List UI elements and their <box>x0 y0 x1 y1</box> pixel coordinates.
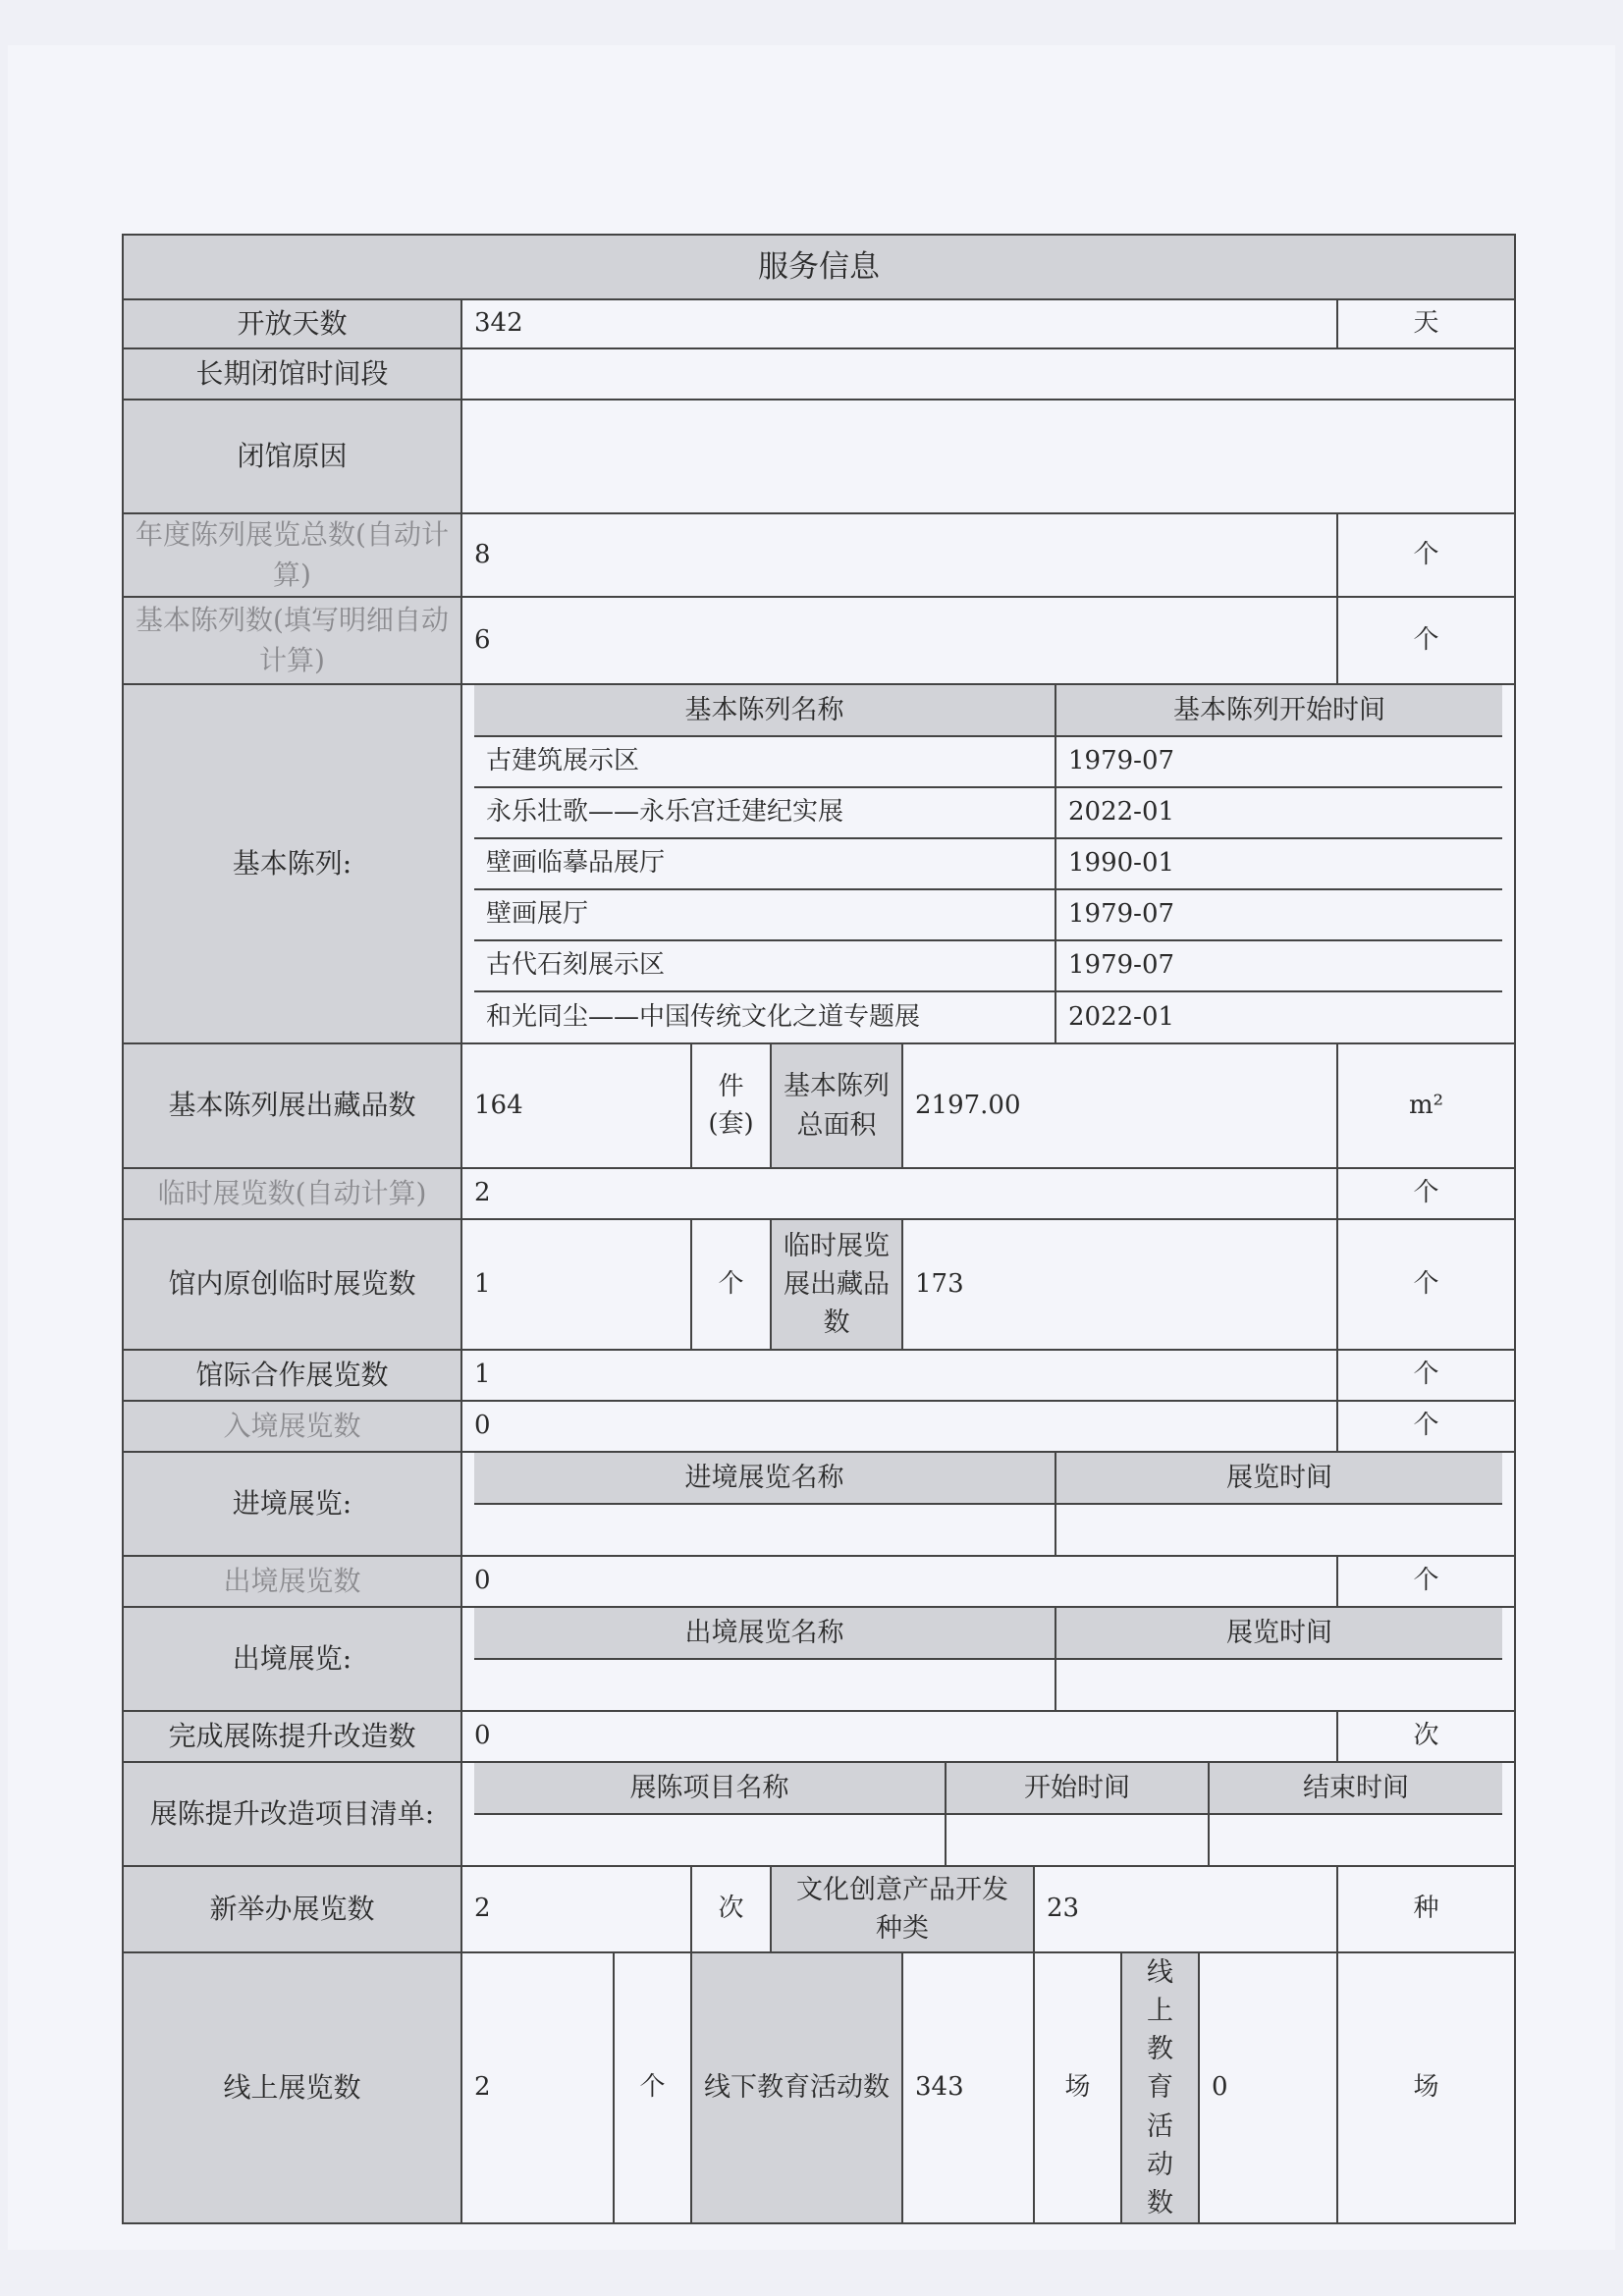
outbound-col-time: 展览时间 <box>1055 1608 1502 1659</box>
online-edu-label: 线上教育活动数 <box>1121 1952 1199 2223</box>
basic-count-unit: 个 <box>1337 597 1515 684</box>
upgrade-count-value: 0 <box>461 1711 1337 1762</box>
basic-count-label: 基本陈列数(填写明细自动计算) <box>123 597 461 684</box>
inbound-empty-time <box>1055 1504 1502 1555</box>
inbound-count-label: 入境展览数 <box>123 1401 461 1452</box>
long-close-period-label: 长期闭馆时间段 <box>123 348 461 400</box>
open-days-label: 开放天数 <box>123 299 461 348</box>
basic-row-name: 古建筑展示区 <box>474 736 1055 787</box>
offline-edu-label: 线下教育活动数 <box>691 1952 902 2223</box>
outbound-empty-time <box>1055 1659 1502 1710</box>
original-temp-unit: 个 <box>691 1219 771 1350</box>
outbound-label: 出境展览: <box>123 1607 461 1711</box>
creative-products-label: 文化创意产品开发种类 <box>771 1866 1034 1952</box>
basic-row-name: 壁画临摹品展厅 <box>474 838 1055 889</box>
basic-items-value: 164 <box>461 1043 691 1168</box>
temp-items-value: 173 <box>902 1219 1337 1350</box>
creative-products-unit: 种 <box>1337 1866 1515 1952</box>
temp-items-unit: 个 <box>1337 1219 1515 1350</box>
outbound-col-name: 出境展览名称 <box>474 1608 1055 1659</box>
inbound-label: 进境展览: <box>123 1452 461 1556</box>
inbound-subtable-cell <box>461 1452 1515 1556</box>
new-exhibit-unit: 次 <box>691 1866 771 1952</box>
temp-count-value: 2 <box>461 1168 1337 1219</box>
inbound-col-time: 展览时间 <box>1055 1453 1502 1504</box>
basic-row-time: 2022-01 <box>1068 1001 1175 1032</box>
creative-products-value: 23 <box>1034 1866 1337 1952</box>
coop-unit: 个 <box>1337 1350 1515 1401</box>
close-reason-value <box>461 400 1515 513</box>
basic-list-subtable <box>474 685 1502 1042</box>
long-close-period-value <box>461 348 1515 400</box>
upgrade-count-label: 完成展陈提升改造数 <box>123 1711 461 1762</box>
temp-items-label: 临时展览展出藏品数 <box>771 1219 902 1350</box>
annual-exhibitions-unit: 个 <box>1337 513 1515 597</box>
annual-exhibitions-label: 年度陈列展览总数(自动计算) <box>123 513 461 597</box>
service-info-table <box>122 234 1516 2224</box>
online-edu-value: 0 <box>1199 1952 1337 2223</box>
upgrade-empty-end <box>1209 1814 1502 1865</box>
basic-list-col-time: 基本陈列开始时间 <box>1055 685 1502 736</box>
inbound-count-value: 0 <box>461 1401 1337 1452</box>
basic-area-label: 基本陈列总面积 <box>771 1043 902 1168</box>
inbound-col-name: 进境展览名称 <box>474 1453 1055 1504</box>
upgrade-subtable-cell <box>461 1762 1515 1866</box>
outbound-count-unit: 个 <box>1337 1556 1515 1607</box>
basic-area-value: 2197.00 <box>902 1043 1337 1168</box>
outbound-count-value: 0 <box>461 1556 1337 1607</box>
basic-row-time: 1979-07 <box>1055 940 1502 991</box>
basic-row-time: 2022-01 <box>1055 787 1502 838</box>
online-exhibit-label: 线上展览数 <box>123 1952 461 2223</box>
basic-row-name: 壁画展厅 <box>474 889 1055 940</box>
basic-items-unit: 件(套) <box>691 1043 771 1168</box>
open-days-value: 342 <box>461 299 1337 348</box>
basic-list-label: 基本陈列: <box>123 684 461 1043</box>
temp-count-unit: 个 <box>1337 1168 1515 1219</box>
open-days-unit: 天 <box>1337 299 1515 348</box>
upgrade-empty-start <box>946 1814 1209 1865</box>
upgrade-col-end: 结束时间 <box>1209 1763 1502 1814</box>
basic-count-value: 6 <box>461 597 1337 684</box>
outbound-count-label: 出境展览数 <box>123 1556 461 1607</box>
upgrade-list-label: 展陈提升改造项目清单: <box>123 1762 461 1866</box>
basic-row-name: 和光同尘——中国传统文化之道专题展 <box>474 991 1055 1042</box>
basic-area-unit: m² <box>1337 1043 1515 1168</box>
online-exhibit-value: 2 <box>461 1952 614 2223</box>
basic-row-name: 永乐壮歌——永乐宫迁建纪实展 <box>474 787 1055 838</box>
section-title: 服务信息 <box>123 235 1515 299</box>
basic-items-label: 基本陈列展出藏品数 <box>123 1043 461 1168</box>
temp-count-label: 临时展览数(自动计算) <box>123 1168 461 1219</box>
close-reason-label: 闭馆原因 <box>123 400 461 513</box>
outbound-subtable-cell <box>461 1607 1515 1711</box>
upgrade-count-unit: 次 <box>1337 1711 1515 1762</box>
basic-list-col-name: 基本陈列名称 <box>474 685 1055 736</box>
annual-exhibitions-value: 8 <box>461 513 1337 597</box>
online-edu-unit: 场 <box>1337 1952 1515 2223</box>
upgrade-empty-name <box>474 1814 946 1865</box>
outbound-subtable <box>474 1608 1502 1710</box>
new-exhibit-value: 2 <box>461 1866 691 1952</box>
original-temp-value: 1 <box>461 1219 691 1350</box>
basic-row-name: 古代石刻展示区 <box>474 940 1055 991</box>
coop-value: 1 <box>461 1350 1337 1401</box>
inbound-count-unit: 个 <box>1337 1401 1515 1452</box>
upgrade-subtable <box>474 1763 1502 1865</box>
coop-label: 馆际合作展览数 <box>123 1350 461 1401</box>
basic-list-subtable-cell <box>461 684 1515 1043</box>
upgrade-col-name: 展陈项目名称 <box>474 1763 946 1814</box>
upgrade-col-start: 开始时间 <box>946 1763 1209 1814</box>
original-temp-label: 馆内原创临时展览数 <box>123 1219 461 1350</box>
offline-edu-value: 343 <box>902 1952 1034 2223</box>
offline-edu-unit: 场 <box>1034 1952 1121 2223</box>
basic-row-time: 1979-07 <box>1055 736 1502 787</box>
new-exhibit-label: 新举办展览数 <box>123 1866 461 1952</box>
outbound-empty-name <box>474 1659 1055 1710</box>
inbound-subtable <box>474 1453 1502 1555</box>
online-exhibit-unit: 个 <box>614 1952 691 2223</box>
inbound-empty-name <box>474 1504 1055 1555</box>
basic-row-time: 1979-07 <box>1055 889 1502 940</box>
basic-row-time: 1990-01 <box>1055 838 1502 889</box>
